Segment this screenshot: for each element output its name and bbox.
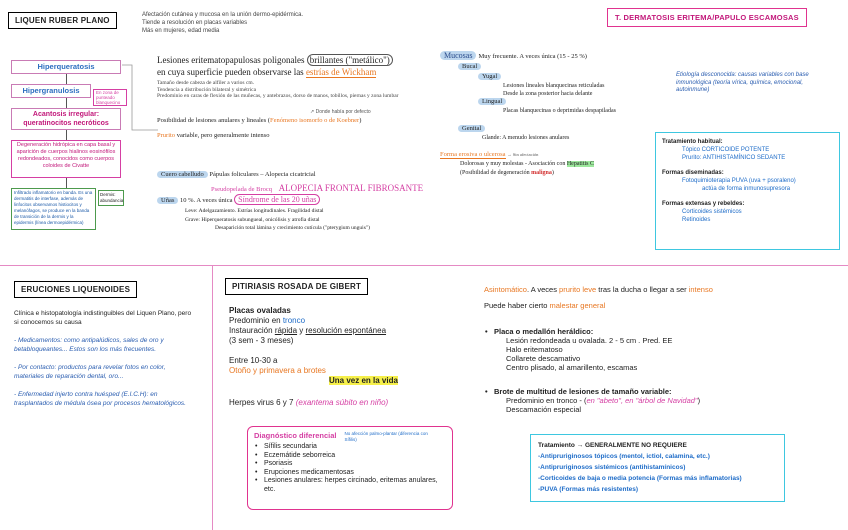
tratamiento-box <box>655 132 840 250</box>
pit-exantema: (exantema súbito en niño) <box>295 398 389 407</box>
cuero-line <box>157 171 316 178</box>
prurito-leve-label: prurito leve <box>559 285 597 294</box>
yugal-desc <box>503 82 604 98</box>
medallon-line: Lesión redondeada u ovalada. 2 - 5 cm . Pred. EE <box>506 336 673 345</box>
prurito-text: variable, pero generalmente intenso <box>175 132 270 139</box>
trat-diseminadas-title: Formas diseminadas: <box>662 170 724 176</box>
clinica-text: Lesiones eritematopapulosas poligonales <box>157 55 305 65</box>
pit-resolucion: resolución espontánea <box>305 326 387 335</box>
connector-curve <box>120 60 160 140</box>
pit-rapida: rápida <box>274 326 298 335</box>
dx-title: Diagnóstico diferencial <box>254 431 337 440</box>
connector-line <box>66 130 67 140</box>
yugal-label: Yugal <box>478 73 501 80</box>
brote-line: Descamación especial <box>506 405 582 414</box>
histo-infiltrado: Infiltrado inflamatorio en banda. Es una dermatitis de interfase, además de linfocitos observamos histiocitos y melanófagos, se produce en la banda de transición de la dermis y la epidermis (línea dermoepidérmica) <box>11 188 96 230</box>
brote-lines <box>484 396 834 414</box>
wickham-label: estrías de Wickham <box>305 67 377 77</box>
prurito-line <box>157 132 269 139</box>
pit-text: Predominio en <box>229 316 283 325</box>
eruc-medicamentos: - Medicamentos: como antipalúdicos, sales de oro y betabloqueantes... Estos son los más frecuentes. <box>14 337 164 353</box>
genital-desc: Glande: A menudo lesiones anulares <box>482 135 570 141</box>
koebner-note-text: Donde había por defecto <box>315 109 371 115</box>
unas-label: Uñas <box>157 197 178 204</box>
pit-tronco: tronco <box>282 316 306 325</box>
dx-item: • Sífilis secundaria <box>254 443 446 452</box>
unas-desap: Desaparición total lámina y crecimiento cutícula ("pterygium unguis") <box>215 225 370 231</box>
clinica-detail: Tendencia a distribución bilateral y simétrica <box>157 86 257 93</box>
section-title-dermatosis: T. DERMATOSIS ERITEMA/PAPULO ESCAMOSAS <box>607 8 807 27</box>
alopecia-label: ALOPECIA FRONTAL FIBROSANTE <box>278 183 424 193</box>
cuero-sub <box>211 183 423 193</box>
cuero-label: Cuero cabelludo <box>157 171 208 178</box>
medallon-title: • Placa o medallón heráldico: <box>484 327 834 336</box>
trat-item: Tópico CORTICOIDE POTENTE <box>682 147 770 153</box>
brote-text: ) <box>697 396 701 405</box>
unas-line <box>157 195 320 204</box>
pseudopelada-label: Pseudopelada de Brocq <box>211 186 273 193</box>
erosiva-text: ) <box>551 170 554 176</box>
brote-list <box>484 387 834 396</box>
eruc-eich: - Enfermedad injerto contra huésped (E.I.C.H): en trasplantados de médula ósea por procesos hematológicos. <box>14 391 186 407</box>
section-title-pitiriasis: PITIRIASIS ROSADA DE GIBERT <box>225 278 368 295</box>
pit-estacion: Otoño y primavera a brotes <box>229 366 326 375</box>
asintomatico-label: Asintomático <box>484 285 527 294</box>
connector-line <box>66 178 67 188</box>
prurito-label: Prurito <box>157 132 176 139</box>
dx-note: No afección palmo-plantar (diferencia con Sífilis) <box>344 431 428 442</box>
brillantes-label: brillantes ("metálico") <box>307 54 393 66</box>
lingual-desc: Placas blanquecinas o deprimidas despapiladas <box>503 108 616 114</box>
dx-item: • Eczemátide seborreica <box>254 452 446 461</box>
erosiva-line <box>440 151 538 158</box>
erosiva-note: → Sin afectación <box>507 152 539 157</box>
medallon-lines <box>484 336 834 372</box>
etiologia-text: Etiología desconocida: causas variables con base inmunológica (teoría vírica, química, emocional, autoinmune) <box>676 72 809 93</box>
cuero-desc: Pápulas foliculares – Alopecia cicatricial <box>209 171 316 178</box>
medallon-block <box>484 327 834 372</box>
dx-item: • Psoriasis <box>254 460 446 469</box>
medallon-line: Collarete descamativo <box>506 354 581 363</box>
clinica-detail: Predominio en caras de flexión de las muñecas, y antebrazos, dorso de manos, tobillos, piernas y zona lumbar <box>157 93 399 99</box>
right-text: Puede haber cierto <box>484 301 550 310</box>
medallon-line: Halo eritematoso <box>506 345 563 354</box>
mucosas-label: Mucosas <box>440 51 476 60</box>
histo-hiperqueratosis: Hiperqueratosis <box>11 60 121 74</box>
mucosas-line <box>440 51 587 60</box>
unas-leve: Leve: Adelgazamiento. Estrías longitudinales. Fragilidad distal <box>185 208 324 214</box>
erosiva-text: Dolorosas y muy molestas - Asociación con <box>460 161 566 167</box>
pit-text: Instauración <box>229 326 275 335</box>
dx-list <box>254 443 446 494</box>
pit-trat-title: Tratamiento → GENERALMENTE NO REQUIERE <box>538 442 687 449</box>
clinica-main <box>157 54 447 78</box>
histo-acantosis: Acantosis irregular: queratinocitos necróticos <box>11 108 121 130</box>
hipergranulosis-note: En zona de punteado blanquecino <box>93 89 127 106</box>
pit-tratamiento-box <box>530 434 785 502</box>
pit-text: y <box>297 326 306 335</box>
brote-title: • Brote de multitud de lesiones de tamaño variable: <box>484 387 834 396</box>
medallon-list <box>484 327 834 336</box>
trat-extensas-title: Formas extensas y rebeldes: <box>662 201 745 207</box>
clinica-details <box>157 80 427 100</box>
pit-una-vez: Una vez en la vida <box>329 376 398 385</box>
pit-trat-item: -Antipruriginosos tópicos (mentol, ictiol, calamina, etc.) <box>538 453 710 460</box>
unas-desc: 10 %. A veces única <box>179 197 233 204</box>
dx-item: • Lesiones anulares: herpes circinado, eritemas anulares, etc. <box>254 477 446 494</box>
eruc-intro: Clínica e histopatología indistinguibles del Liquen Plano, pero si conocemos su causa <box>14 310 192 326</box>
pit-right-content <box>484 285 834 311</box>
mucosas-freq: Muy frecuente. A veces única (15 - 25 %) <box>478 53 587 60</box>
abeto-label: en "abeto", en "árbol de Navidad" <box>586 396 698 405</box>
trat-item: Fotoquimioterapia PUVA (uva + psoraleno) <box>682 178 796 184</box>
pit-content <box>229 306 459 408</box>
pit-text: Herpes virus 6 y 7 <box>229 398 296 407</box>
histo-hipergranulosis: Hipergranulosis <box>11 84 91 98</box>
pit-trat-item: -PUVA (Formas más resistentes) <box>538 486 639 493</box>
sindrome-20-unas-label: Síndrome de las 20 uñas <box>234 194 320 205</box>
medallon-line: Centro plisado, al amarillento, escamas <box>506 363 638 372</box>
trat-item: Retinoides <box>682 217 711 223</box>
genital-label: Genital <box>458 125 485 132</box>
right-text: . A veces <box>526 285 560 294</box>
section-divider <box>0 265 848 266</box>
malestar-label: malestar general <box>549 301 606 310</box>
trat-item: Corticoides sistémicos <box>682 209 742 215</box>
connector-line <box>66 98 67 108</box>
dermis-note: Dermis: abundancia <box>98 190 124 206</box>
lineales-text: Posibilidad de lesiones anulares y lineales ( <box>157 117 271 124</box>
eruc-contacto: - Por contacto: productos para revelar fotos en color, materiales de reparación dental, oro... <box>14 364 166 380</box>
intro-line: Afectación cutánea y mucosa en la unión dermo-epidérmica. <box>142 12 304 18</box>
pit-trat-item: -Antipruriginosos sistémicos (antihistamínicos) <box>538 464 686 471</box>
unas-details <box>185 207 370 233</box>
pit-trat-item: -Corticoides de baja o media potencia (Formas más inflamatorias) <box>538 475 742 482</box>
brote-block <box>484 387 834 414</box>
lingual-label: Lingual <box>478 98 506 105</box>
trat-item: Prurito: ANTIHISTAMÍNICO SEDANTE <box>682 155 786 161</box>
intro-line: Tiende a resolución en placas variables <box>142 20 248 26</box>
intro-text <box>142 11 303 35</box>
dx-diferencial-box <box>247 426 453 510</box>
bucal-label: Bucal <box>458 63 481 70</box>
trat-item: actúa de forma inmunosupresora <box>702 186 791 192</box>
histo-degeneracion: Degeneración hidrópica en capa basal y aparición de cuerpos hialinos eosinófilos redondeados, conocidos como cuerpos coloides de Civatte <box>11 140 121 178</box>
koebner-label: Fenómeno isomorfo o de Koebner <box>270 117 360 124</box>
yugal-desc-line: Desde la zona posterior hacia delante <box>503 91 593 97</box>
maligna-label: maligna <box>531 170 552 176</box>
column-divider <box>212 265 213 530</box>
connector-line <box>66 74 67 84</box>
trat-habitual-title: Tratamiento habitual: <box>662 139 723 145</box>
hepatitis-label: Hepatitis C <box>566 161 594 167</box>
erosiva-desc <box>460 160 594 178</box>
clinica-detail: Tamaño desde cabeza de alfiler a varios cm. <box>157 80 255 86</box>
pit-edad: Entre 10-30 a <box>229 356 278 365</box>
intenso-label: intenso <box>688 285 713 294</box>
pit-duracion: (3 sem - 3 meses) <box>229 336 294 345</box>
section-title-erucion: ERUCIONES LIQUENOIDES <box>14 281 137 298</box>
dx-item: • Erupciones medicamentosas <box>254 469 446 478</box>
erosiva-text: (Posibilidad de degeneración <box>460 170 530 176</box>
clinica-text: en cuya superficie pueden observarse las <box>157 67 304 77</box>
lineales-line <box>157 117 361 124</box>
pit-placas: Placas ovaladas <box>229 306 291 315</box>
yugal-desc-line: Lesiones lineales blanquecinas reticuladas <box>503 83 605 89</box>
section-title-liquen: LIQUEN RUBER PLANO <box>8 12 117 29</box>
right-text: tras la ducha o llegar a ser <box>596 285 689 294</box>
brote-text: Predominio en tronco - ( <box>506 396 587 405</box>
koebner-note: ↗ Donde había por defecto <box>310 109 371 115</box>
eruc-content <box>14 310 192 408</box>
intro-line: Más en mujeres, edad media <box>142 28 220 34</box>
unas-grave: Grave: Hiperqueratosis subungueal, onicólisis y atrofia distal <box>185 216 320 223</box>
erosiva-label: Forma erosiva o ulcerosa <box>440 151 506 158</box>
lineales-text: ) <box>359 117 362 124</box>
